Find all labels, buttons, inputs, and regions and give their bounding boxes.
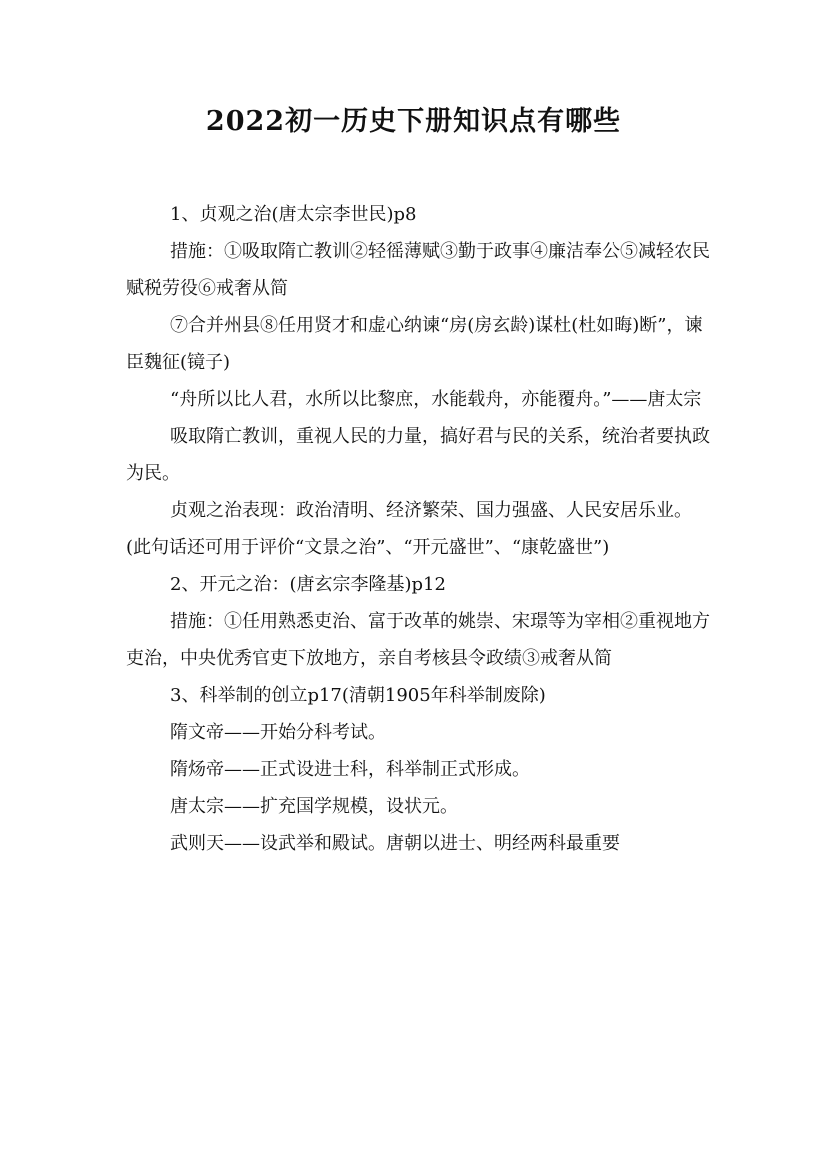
- paragraph: ⑦合并州县⑧任用贤才和虚心纳谏“房(房玄龄)谋杜(杜如晦)断”，谏臣魏征(镜子): [126, 315, 703, 373]
- paragraph: 吸取隋亡教训，重视人民的力量，搞好君与民的关系，统治者要执政为民。: [126, 426, 710, 484]
- paragraph: 贞观之治表现：政治清明、经济繁荣、国力强盛、人民安居乐业。(此句话还可用于评价“文景之治”、“开元盛世”、“康乾盛世”): [126, 500, 692, 558]
- paragraph: 唐太宗——扩充国学规模，设状元。: [170, 796, 458, 817]
- paragraph: 1、贞观之治(唐太宗李世民)p8: [170, 204, 417, 225]
- document-body: [126, 196, 716, 862]
- paragraph: 隋文帝——开始分科考试。: [170, 722, 386, 743]
- paragraph: 措施：①吸取隋亡教训②轻徭薄赋③勤于政事④廉洁奉公⑤减轻农民赋税劳役⑥戒奢从简: [126, 241, 710, 299]
- paragraph: 武则天——设武举和殿试。唐朝以进士、明经两科最重要: [170, 833, 620, 854]
- paragraph: 措施：①任用熟悉吏治、富于改革的姚崇、宋璟等为宰相②重视地方吏治，中央优秀官吏下放地方，亲自考核县令政绩③戒奢从简: [126, 611, 710, 669]
- paragraph: 3、科举制的创立p17(清朝1905年科举制废除): [170, 685, 546, 706]
- paragraph: 隋炀帝——正式设进士科，科举制正式形成。: [170, 759, 530, 780]
- paragraph: 2、开元之治：(唐玄宗李隆基)p12: [170, 574, 446, 595]
- paragraph: “舟所以比人君，水所以比黎庶，水能载舟，亦能覆舟。”——唐太宗: [170, 389, 702, 410]
- document-title: 2022初一历史下册知识点有哪些: [205, 106, 622, 137]
